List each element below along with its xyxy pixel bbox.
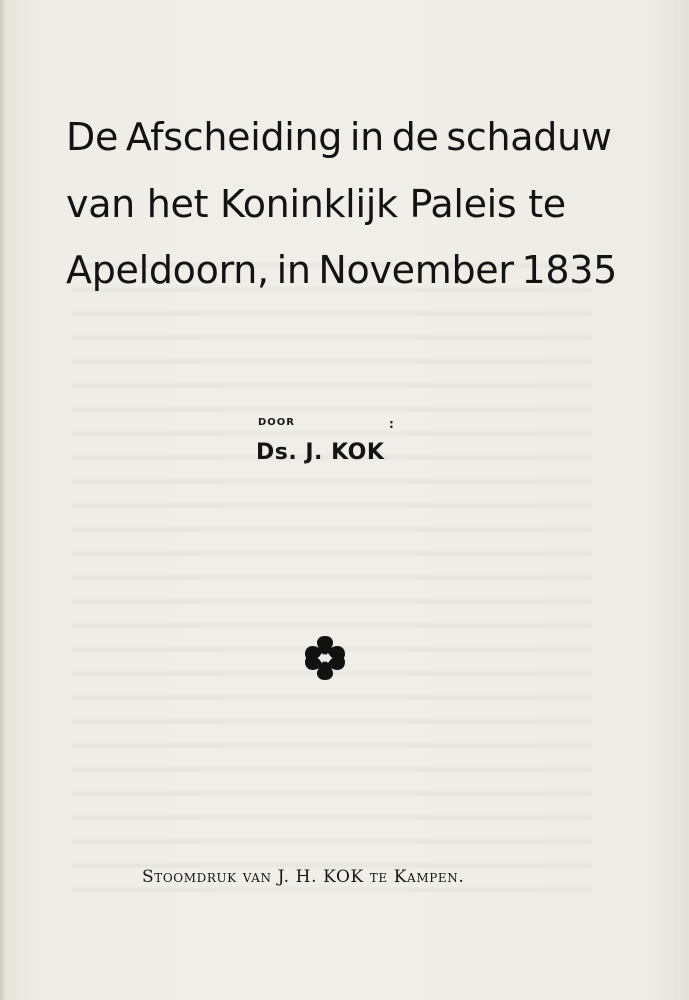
author-label: DOOR (258, 417, 296, 428)
author-name: Ds. J. KOK (256, 440, 385, 465)
author-colon: : (389, 417, 394, 431)
binding-edge (0, 0, 6, 1000)
title-line-3: Apeldoorn, in November 1835 (66, 248, 617, 292)
printer-line: Stoomdruk van J. H. KOK te Kampen. (142, 867, 465, 887)
title-line-1: De Afscheiding in de schaduw (66, 115, 612, 159)
title-line-2 (66, 182, 582, 226)
quatrefoil-ornament-icon (300, 633, 350, 683)
title-line-2-text: van het Koninklijk Paleis te (66, 182, 566, 226)
show-through-text (72, 250, 592, 910)
